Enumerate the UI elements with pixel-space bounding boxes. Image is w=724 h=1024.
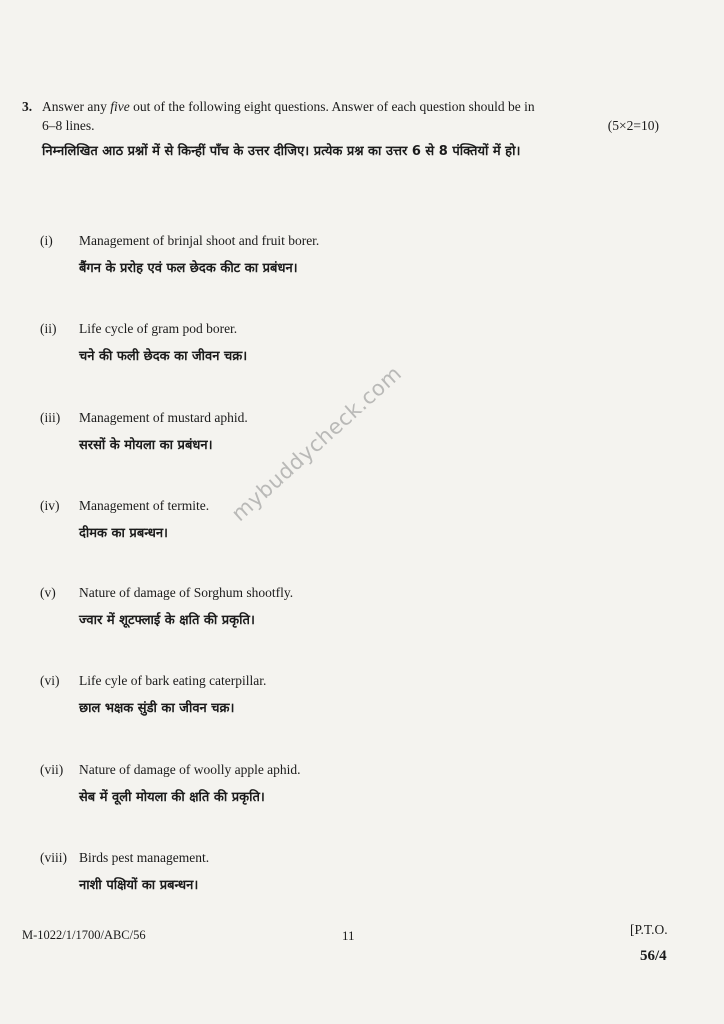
sub-question-hindi: नाशी पक्षियों का प्रबन्धन।: [79, 878, 199, 893]
pto-label: [P.T.O.: [630, 922, 668, 937]
sub-question-english: Life cycle of gram pod borer.: [79, 321, 238, 336]
paper-ref: 56/4: [640, 948, 667, 964]
sub-question-hindi: बैंगन के प्ररोह एवं फल छेदक कीट का प्रबंधन।: [79, 261, 298, 276]
sub-question-number: (vi): [40, 673, 60, 688]
sub-question-hindi: दीमक का प्रबन्धन।: [79, 526, 168, 541]
watermark: mybuddycheck.com: [226, 361, 407, 526]
sub-question-english: Management of brinjal shoot and fruit borer.: [79, 233, 320, 248]
sub-question-number: (viii): [40, 850, 67, 865]
question-marks: (5×2=10): [607, 118, 659, 133]
sub-question-number: (vii): [40, 762, 64, 777]
sub-question-number: (i): [40, 233, 53, 248]
sub-question-english: Life cyle of bark eating caterpillar.: [79, 673, 267, 688]
sub-question-hindi: सेब में वूली मोयला की क्षति की प्रकृति।: [79, 790, 265, 805]
instruction-text-before: Answer any: [42, 99, 111, 114]
question-number: 3.: [22, 99, 33, 114]
page-number: 11: [342, 928, 355, 943]
sub-question-english: Management of termite.: [79, 498, 210, 513]
sub-question-english: Management of mustard aphid.: [79, 410, 248, 425]
sub-question-number: (v): [40, 585, 56, 600]
sub-question-hindi: चने की फली छेदक का जीवन चक्र।: [79, 349, 248, 364]
sub-question-number: (iv): [40, 498, 60, 513]
sub-question-english: Birds pest management.: [79, 850, 210, 865]
question-instruction-hindi: निम्नलिखित आठ प्रश्नों में से किन्हीं पाँच के उत्तर दीजिए। प्रत्येक प्रश्न का उत्तर 6 से 8 पंक्तियों में हो।: [42, 144, 521, 159]
paper-code: M-1022/1/1700/ABC/56: [22, 928, 146, 942]
sub-question-english: Nature of damage of woolly apple aphid.: [79, 762, 301, 777]
question-instruction-english: [42, 97, 667, 116]
sub-question-hindi: ज्वार में शूटफ्लाई के क्षति की प्रकृति।: [79, 613, 255, 628]
sub-question-number: (ii): [40, 321, 57, 336]
sub-question-hindi: सरसों के मोयला का प्रबंधन।: [79, 438, 213, 453]
sub-question-number: (iii): [40, 410, 61, 425]
sub-question-hindi: छाल भक्षक सुंडी का जीवन चक्र।: [79, 701, 235, 716]
instruction-text-after: out of the following eight questions. Answer of each question should be in: [129, 99, 535, 114]
instruction-emphasis: five: [110, 99, 130, 114]
question-instruction-lines: 6–8 lines.: [42, 118, 95, 133]
sub-question-english: Nature of damage of Sorghum shootfly.: [79, 585, 294, 600]
